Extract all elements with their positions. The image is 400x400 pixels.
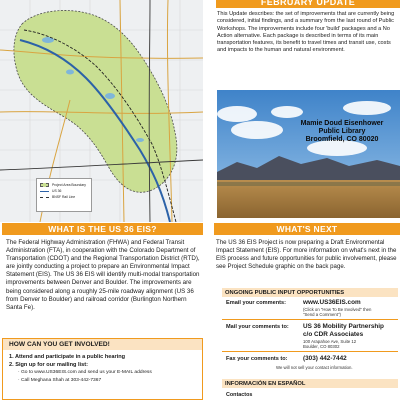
email-label: Email your comments: [226, 300, 286, 306]
list-subitem: · Call Meghana Shah at 303-442-7367 [18, 378, 102, 383]
ongoing-input-header: ONGOING PUBLIC INPUT OPPORTUNITIES [222, 288, 398, 297]
mail-address-line: Boulder, CO 80302 [303, 344, 340, 349]
legend-item-rail: BNSF Rail Line [40, 194, 88, 200]
project-area-map [0, 0, 203, 222]
map-legend [36, 178, 92, 212]
email-link[interactable]: www.US36EIS.com [303, 299, 361, 306]
email-note: "Send a Comment") [303, 312, 341, 317]
divider [222, 351, 398, 352]
legend-item-project-area: Project Area Boundary [40, 182, 88, 188]
mail-label: Mail your comments to: [226, 324, 289, 330]
list-item: 2. Sign up for our mailing list: [9, 362, 88, 368]
february-update-title: FEBRUARY UPDATE [260, 0, 356, 7]
legend-item-us-36: US 36 [40, 188, 88, 194]
whats-next-paragraph: The US 36 EIS Project is now preparing a Draft Environmental Impact Statement (EIS). For more information on what's next in the EIS process and future opportunities for public involvement, please see Project Schedule graphic on the back page. [216, 239, 397, 271]
fax-label: Fax your comments to: [226, 356, 288, 362]
library-photo [217, 90, 400, 218]
photo-caption: Mamie Doud Eisenhower Public Library Broomfield, CO 80020 [300, 120, 384, 143]
february-update-banner [216, 0, 400, 8]
what-is-title: WHAT IS THE US 36 EIS? [48, 224, 157, 234]
fax-number: (303) 442-7442 [303, 355, 347, 362]
mail-recipient-co: c/o CDR Associates [303, 331, 364, 338]
whats-next-header [214, 223, 400, 235]
landscape-image [217, 90, 400, 218]
us-36-swatch [40, 191, 49, 192]
project-area-boundary [14, 10, 177, 192]
contactos-label: Contactos [226, 392, 253, 398]
get-involved-box [2, 338, 203, 400]
list-subitem: · Go to www.US36EIS.com and send us your E-MAIL address [18, 370, 152, 375]
privacy-note: We will not sell your contact information. [276, 365, 353, 370]
spanish-info-header: INFORMACIÓN EN ESPAÑOL [222, 379, 398, 388]
email-note: (Click on "How To Be Involved" then [303, 307, 372, 312]
whats-next-title: WHAT'S NEXT [276, 224, 338, 234]
mail-recipient: US 36 Mobility Partnership [303, 323, 384, 330]
divider [222, 319, 398, 320]
project-area-swatch [40, 183, 49, 187]
map-graphic [0, 0, 203, 222]
get-involved-title: HOW CAN YOU GET INVOLVED! [3, 339, 202, 350]
rail-swatch [40, 197, 49, 198]
mail-address-line: 100 Arapahoe Ave, Suite 12 [303, 339, 357, 344]
get-involved-list [3, 350, 202, 388]
what-is-paragraph: The Federal Highway Administration (FHWA) and Federal Transit Administration (FTA), in cooperation with the Colorado Department of Transportation (CDOT) and the Regional Transportation District (RTD), are jointly conducting a project to prepare an Environmental Impact Statement (EIS). The US 36 EIS will identify multi-modal transportation improvements between Denver and Boulder. The improvements are being considered along a roughly 25-mile roadway alignment (US 36 from Denver to Boulder) and railroad corridor (Burlington Northern Santa Fe). [6, 239, 200, 311]
list-item: 1. Attend and participate in a public hearing [9, 354, 126, 360]
february-update-paragraph: This Update describes: the set of improvements that are currently being considered, initial findings, and a summary from the last round of Public Workshops. The improvements include four 'build' packages and a No Action alternative. Each package is described in terms of its main transportation features, its benefit to travel times and transit use, costs and impacts to the human and natural environment. [217, 11, 395, 54]
what-is-header [2, 223, 203, 235]
